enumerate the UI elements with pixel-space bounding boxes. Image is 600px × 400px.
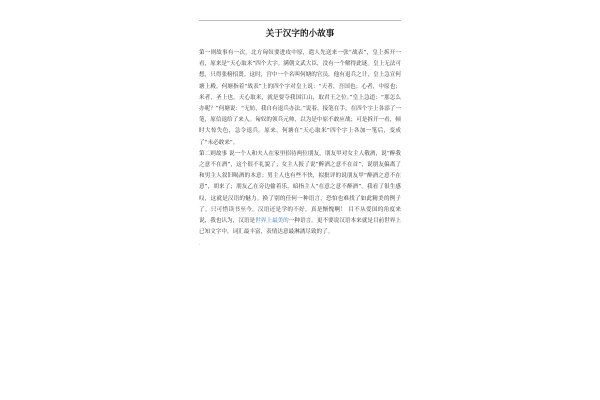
highlight-link[interactable]: 世界上最美的 bbox=[255, 218, 289, 225]
story-paragraph-1: 第一则故事有一次，北方匈奴要进攻中原，遣人先送来一张“战表”，皇上拆开一看，原来是“天心取米”四个大字。满朝文武大臣，没有一个解得此谜。皇上无法可想，只得张榜招贤。这时，宫中一个名叫何塘的官员，他有退兵之计，皇上急宣何塘上殿。何塘指着“战表”上的四个字对皇上说：“天者，吾国也；心者，中原也；米者，圣上也。天心取米，就是要夺我国江山，取君王之位。”皇上急道：“那怎么办呢？”何塘说：“无妨，我自有退兵办法。”说着，接笔在手，在四个字上各添了一笔，原信退给了来人。匈奴的领兵元帅，以为是中原不敢应战；可是拆开一看，顿时大惊失色，急令退兵。原来，何塘在“天心取米”四个字上各加一笔后，变成了“未必敢来”。 bbox=[199, 50, 401, 146]
article-title: 关于汉字的小故事 bbox=[265, 29, 335, 39]
story-paragraph-2-text-b: 一种语言。更不要说汉语本来就是目前世界上已知文字中，词汇最丰富，表情达意最淋漓尽致的了。 bbox=[199, 218, 401, 236]
top-divider bbox=[199, 20, 401, 21]
story-paragraph-2 bbox=[199, 149, 401, 239]
end-mark: . bbox=[199, 241, 201, 248]
story-paragraph-2-text-a: 第二则故事 说一个人和夫人在家里招待两位朋友，朋友甲对女主人敬酒，说“醉我之意不在酒”，这个很不礼貌了；女主人报了说“醉酒之意不在首”，说朋友偏离了和男主人叙旧喝酒的本意；男主人也有些不快，拟批评的说朋友甲“醉酒之意不在意”，胡来了；朋友乙在旁边偷着乐，暗指主人“在意之意不醉酒”。我看了很生感叹，这就是汉语的魅力。换了别的任何一种语言，恐怕也难找了如此精美的例子了。只可惜读书至今，汉语还是学的不好，真是惭愧啊！ 目不从爱国的角度来说，我也认为，汉语是 bbox=[199, 150, 401, 225]
article bbox=[199, 20, 401, 392]
